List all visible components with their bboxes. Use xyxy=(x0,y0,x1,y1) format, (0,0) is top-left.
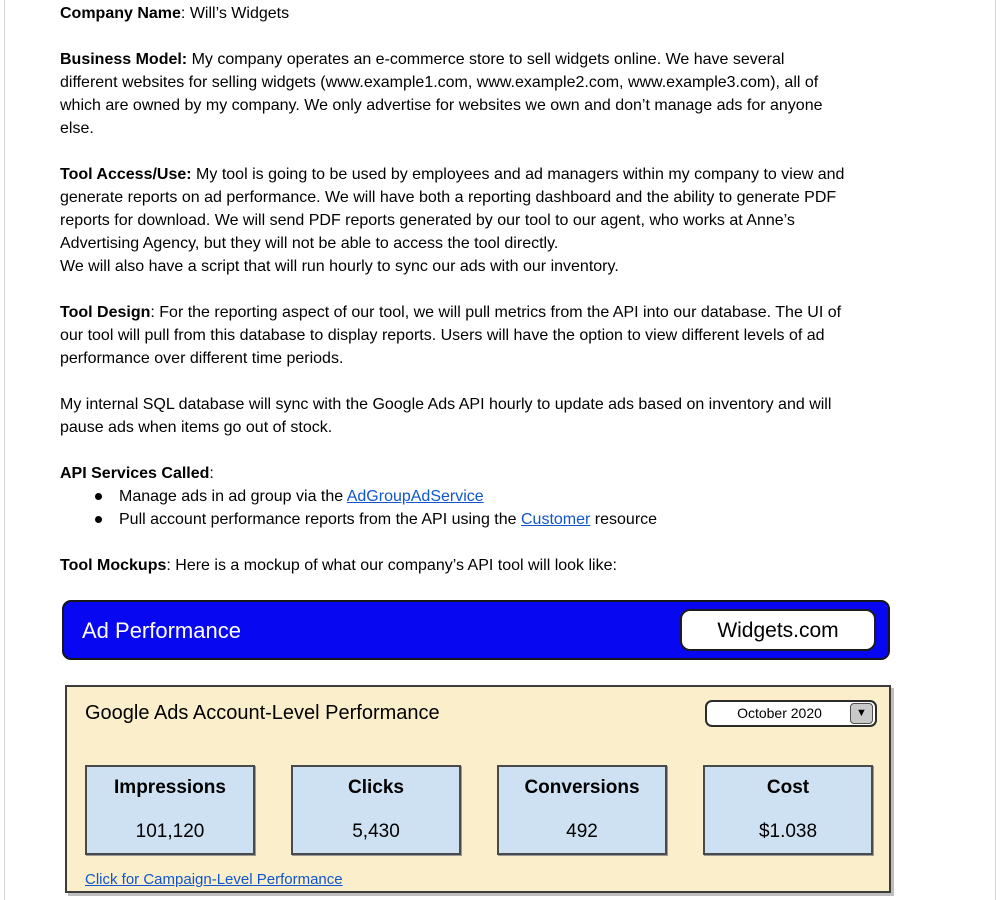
widgets-site-button[interactable]: Widgets.com xyxy=(680,609,876,651)
bullet-icon xyxy=(95,516,102,523)
metric-value: 492 xyxy=(566,821,598,842)
paragraph-sql-sync xyxy=(60,393,945,439)
tool-access-label: Tool Access/Use: xyxy=(60,166,192,183)
business-model-text: My company operates an e-commerce store to sell widgets online. We have several different websites for selling widgets (www.example1.com, www.example2.com, www.example3.com), all of which are owned by my company. We only advertise for websites we own and don’t manage ads for anyone else. xyxy=(60,51,823,137)
metric-cards-row xyxy=(85,765,877,855)
list-item xyxy=(119,485,945,508)
adgroupadservice-link[interactable]: AdGroupAdService xyxy=(346,488,484,505)
api-services-colon: : xyxy=(209,465,214,482)
panel-header xyxy=(85,699,877,727)
bullet-icon xyxy=(95,493,102,500)
document-page xyxy=(4,0,996,900)
tool-access-text: My tool is going to be used by employees and ad managers within my company to view and generate reports on ad performance. We will have both a reporting dashboard and the ability to generate PDF reports for download. We will send PDF reports generated by our tool to our agent, who works at Anne’s Advertising Agency, but they will not be able to access the tool directly. We will also have a script that will run hourly to sync our ads with our inventory. xyxy=(60,166,845,275)
metric-label: Impressions xyxy=(114,777,226,798)
api-services-list xyxy=(60,485,945,531)
metric-value: $1.038 xyxy=(758,821,818,842)
tool-design-label: Tool Design xyxy=(60,304,151,321)
metric-label: Conversions xyxy=(524,777,640,798)
tool-mockups-label: Tool Mockups xyxy=(60,557,167,574)
business-model-label: Business Model: xyxy=(60,51,188,68)
metric-label: Cost xyxy=(766,777,810,798)
paragraph-tool-design xyxy=(60,301,945,370)
customer-link[interactable]: Customer xyxy=(520,511,591,528)
account-performance-panel xyxy=(65,685,891,893)
paragraph-tool-access xyxy=(60,163,945,278)
company-name-value: : Will’s Widgets xyxy=(180,5,290,22)
tool-design-text: : For the reporting aspect of our tool, we will pull metrics from the API into our database. The UI of our tool will pull from this database to display reports. Users will have the option to view different levels of ad performance over different time periods. xyxy=(60,304,842,367)
bullet-text: Manage ads in ad group via the xyxy=(119,488,347,505)
company-name-label: Company Name xyxy=(60,5,181,22)
metric-card-impressions xyxy=(85,765,255,855)
paragraph-company-name xyxy=(60,2,945,25)
period-dropdown[interactable] xyxy=(705,700,877,727)
list-item xyxy=(119,508,945,531)
paragraph-api-services xyxy=(60,462,945,485)
mockup-header-title: Ad Performance xyxy=(82,617,241,643)
api-services-label: API Services Called xyxy=(60,465,210,482)
metric-value: 5,430 xyxy=(352,821,400,842)
campaign-level-link[interactable]: Click for Campaign-Level Performance xyxy=(85,871,343,888)
metric-value: 101,120 xyxy=(135,821,205,842)
bullet-text: Pull account performance reports from the API using the xyxy=(119,511,521,528)
period-dropdown-value: October 2020 xyxy=(737,704,822,721)
metric-card-clicks xyxy=(291,765,461,855)
metric-label: Clicks xyxy=(348,777,404,798)
paragraph-tool-mockups xyxy=(60,554,945,577)
paragraph-business-model xyxy=(60,48,945,140)
tool-mockups-text: : Here is a mockup of what our company’s API tool will look like: xyxy=(166,557,617,574)
bullet-text: resource xyxy=(590,511,658,528)
sql-sync-text: My internal SQL database will sync with the Google Ads API hourly to update ads based on inventory and will pause ads when items go out of stock. xyxy=(60,396,832,436)
metric-card-cost xyxy=(703,765,873,855)
panel-title: Google Ads Account-Level Performance xyxy=(85,702,440,724)
chevron-down-icon[interactable]: ▼ xyxy=(850,703,873,724)
mockup-header-bar xyxy=(62,600,890,660)
metric-card-conversions xyxy=(497,765,667,855)
document-body xyxy=(60,2,945,893)
